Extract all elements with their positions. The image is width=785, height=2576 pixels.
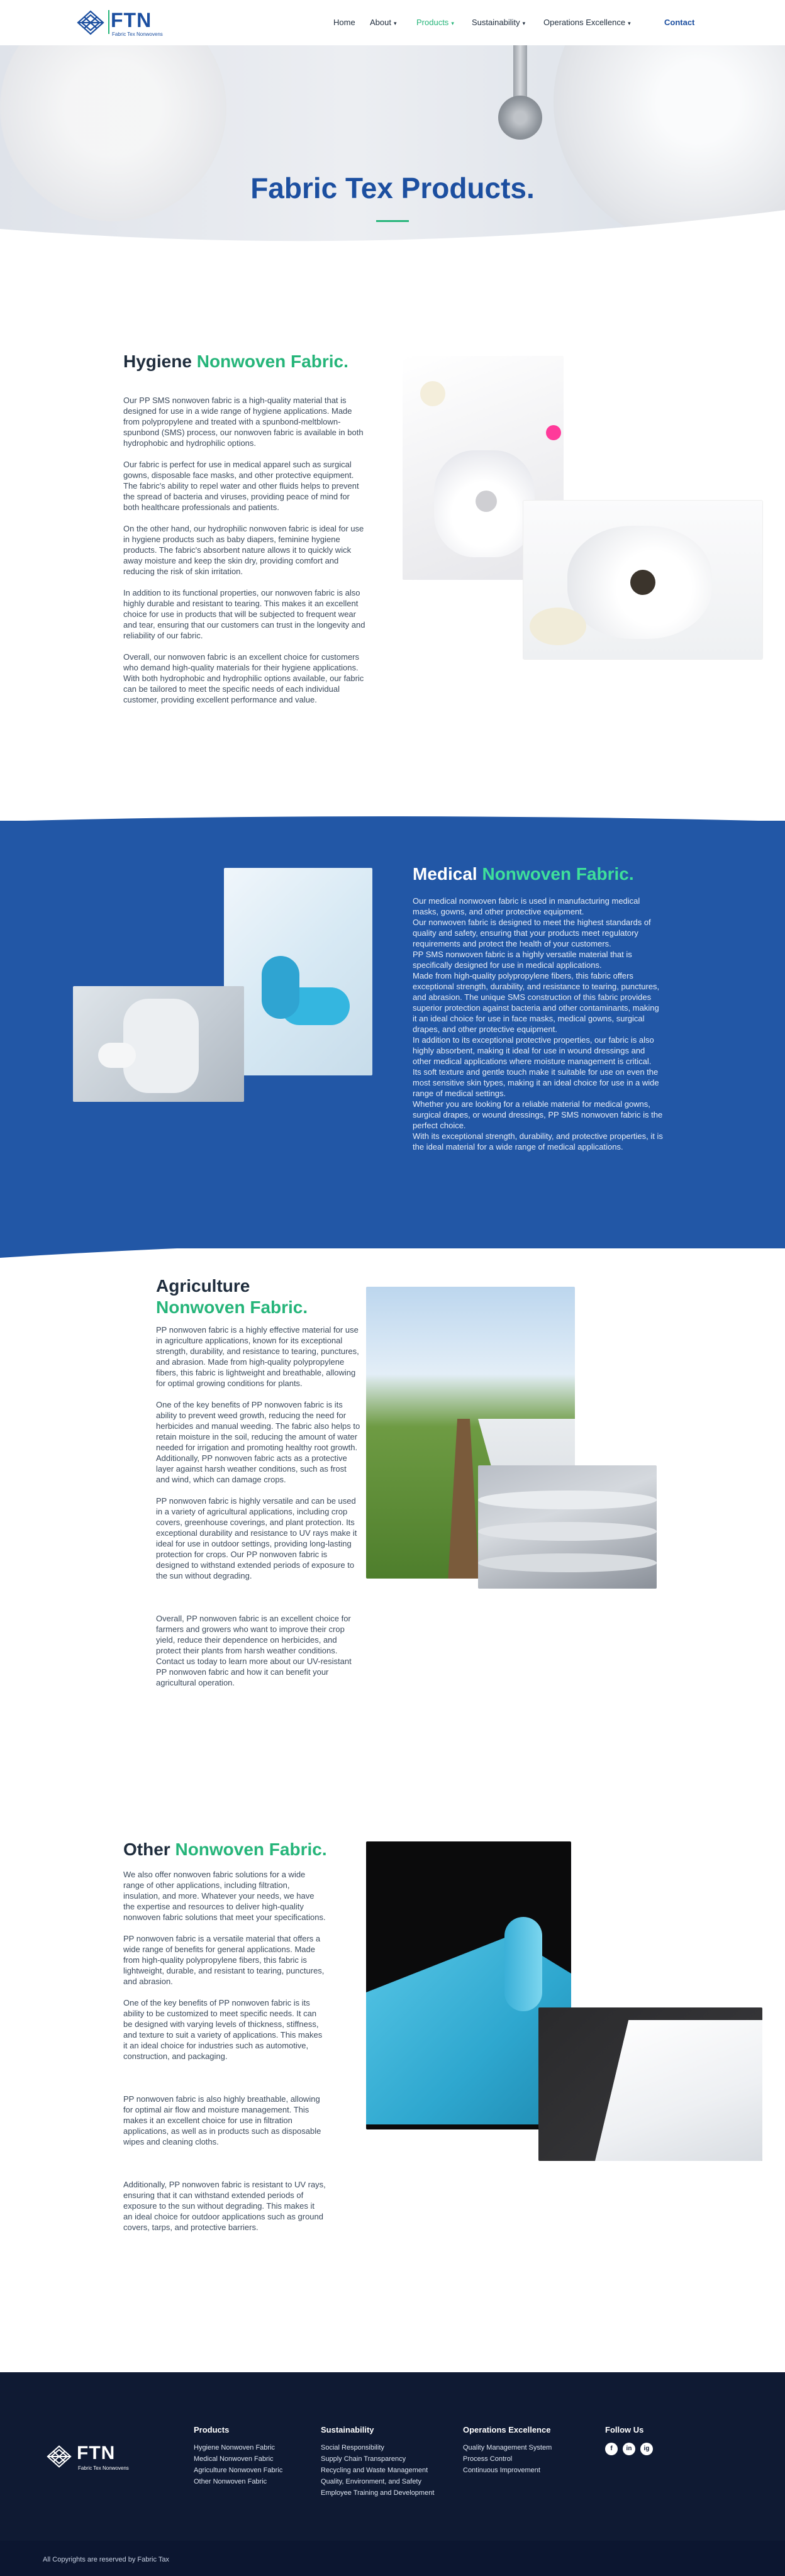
contact-link[interactable]: Contact bbox=[664, 18, 695, 27]
logo-mark-icon bbox=[75, 9, 106, 36]
instagram-icon[interactable]: ig bbox=[640, 2443, 653, 2455]
hygiene-paragraph: In addition to its functional properties, our nonwoven fabric is also highly durable and resistant to tearing. This makes it an excellent choice for use in products that will be subjected to frequent wear and tear, ensuring that our customers can trust in the longevity and reliability of our fabric. bbox=[123, 588, 365, 640]
medical-line: In addition to its exceptional protective properties, our fabric is also highly absorbent, making it ideal for use in wound dressings and other medical applications where moisture management is critical. bbox=[413, 1035, 654, 1066]
footer-link-process-control[interactable]: Process Control bbox=[463, 2455, 513, 2463]
footer-link-continuous-improvement[interactable]: Continuous Improvement bbox=[463, 2467, 540, 2474]
footer-logo-tagline: Fabric Tex Nonwovens bbox=[78, 2465, 129, 2471]
other-text bbox=[123, 1869, 326, 2243]
page-title: Fabric Tex Products. bbox=[250, 172, 535, 204]
hero-machine-spindle bbox=[498, 96, 542, 140]
other-title-a: Other bbox=[123, 1840, 170, 1859]
agriculture-title-b: Nonwoven Fabric. bbox=[156, 1297, 308, 1317]
footer-link-employee-training[interactable]: Employee Training and Development bbox=[321, 2489, 435, 2497]
footer-follow-title: Follow Us bbox=[605, 2425, 644, 2434]
site-header bbox=[0, 0, 785, 45]
chevron-down-icon: ▾ bbox=[628, 20, 631, 26]
hygiene-paragraph: On the other hand, our hydrophilic nonwoven fabric is ideal for use in hygiene products such as baby diapers, feminine hygiene products. The fabric's absorbent nature allows it to quickly wick away moisture and keep the skin dry, providing comfort and reducing the risk of skin irritation. bbox=[123, 524, 364, 576]
other-image-white-fabric bbox=[538, 2007, 762, 2161]
logo-mark-icon bbox=[45, 2444, 73, 2469]
hygiene-image-roll-on-table bbox=[523, 501, 762, 659]
agriculture-paragraph: PP nonwoven fabric is a highly effective material for use in agriculture applications, known for its exceptional strength, durability, and resistance to tearing, punctures, and abrasion. Made from high-quality polypropylene fibers, this fabric is lightweight and breathable, allowing for optimal growing conditions for plants. bbox=[156, 1325, 359, 1388]
footer-products-title: Products bbox=[194, 2425, 230, 2434]
footer-link-other[interactable]: Other Nonwoven Fabric bbox=[194, 2478, 267, 2485]
nav-sustainability[interactable] bbox=[472, 18, 525, 27]
hero-machine-shaft bbox=[513, 45, 527, 102]
medical-line: Whether you are looking for a reliable material for medical gowns, surgical drapes, or wound dressings, PP SMS nonwoven fabric is the perfect choice. bbox=[413, 1099, 663, 1130]
footer-link-quality-environment[interactable]: Quality, Environment, and Safety bbox=[321, 2478, 421, 2485]
other-paragraph: We also offer nonwoven fabric solutions for a wide range of other applications, including filtration, insulation, and more. Whatever your needs, we have the expertise and resources to deliver high-quality nonwoven fabric solutions that meet your specifications. bbox=[123, 1870, 326, 1922]
agriculture-paragraph: One of the key benefits of PP nonwoven fabric is its ability to prevent weed growth, reducing the need for herbicides and manual weeding. The fabric also helps to retain moisture in the soil, reducing the amount of water needed for irrigation and promoting healthy root growth. Additionally, PP nonwoven fabric acts as a protective layer against harsh weather conditions, such as frost and wind, which can damage crops. bbox=[156, 1400, 360, 1484]
nav-operations[interactable] bbox=[543, 18, 631, 27]
other-paragraph: PP nonwoven fabric is a versatile material that offers a wide range of benefits for general applications. Made from high-quality polypropylene fibers, this fabric is lightweight, durable, and resistant to tearing, punctures, and abrasion. bbox=[123, 1934, 325, 1986]
nav-home[interactable]: Home bbox=[333, 18, 355, 27]
linkedin-icon[interactable]: in bbox=[623, 2443, 635, 2455]
chevron-down-icon: ▾ bbox=[522, 20, 526, 26]
copyright-text: All Copyrights are reserved by Fabric Tax bbox=[43, 2556, 169, 2563]
hygiene-title bbox=[123, 351, 348, 372]
nav-products-label: Products bbox=[416, 18, 449, 27]
agriculture-image-crop-covers bbox=[478, 1465, 657, 1589]
footer-link-recycling[interactable]: Recycling and Waste Management bbox=[321, 2467, 428, 2474]
nav-about[interactable] bbox=[370, 18, 397, 27]
hygiene-paragraph: Overall, our nonwoven fabric is an excellent choice for customers who demand high-quality materials for their hygiene applications. With both hydrophobic and hydrophilic options available, our fabric can be tailored to meet the specific needs of each individual customer, providing excellent performance and value. bbox=[123, 652, 364, 704]
other-paragraph: PP nonwoven fabric is also highly breathable, allowing for optimal air flow and moisture management. This makes it an excellent choice for use in filtration applications, as well as in products such as disposable wipes and cleaning cloths. bbox=[123, 2094, 321, 2146]
logo-name: FTN bbox=[111, 9, 152, 31]
medical-line: Made from high-quality polypropylene fibers, this fabric offers exceptional strength, durability, and resistance to tearing, punctures, and abrasion. The unique SMS construction of this fabric provides superior protection against bacteria and other contaminants, making it an ideal choice for use in face masks, medical gowns, surgical drapes, and other protective equipment. bbox=[413, 971, 660, 1034]
medical-image-protective-suit bbox=[73, 986, 244, 1102]
chevron-down-icon: ▾ bbox=[451, 20, 454, 26]
footer-link-medical[interactable]: Medical Nonwoven Fabric bbox=[194, 2455, 274, 2463]
medical-image-gown-gloves bbox=[224, 868, 372, 1075]
facebook-icon[interactable]: f bbox=[605, 2443, 618, 2455]
medical-title-b: Nonwoven Fabric. bbox=[482, 864, 634, 884]
hero-banner bbox=[0, 45, 785, 247]
agriculture-paragraph: PP nonwoven fabric is highly versatile and can be used in a variety of agricultural applications, including crop covers, greenhouse coverings, and plant protection. Its exceptional durability and resistance to UV rays make it ideal for use in outdoor settings, providing long-lasting protection for crops. Our PP nonwoven fabric is designed to withstand extended periods of exposure to the sun without degrading. bbox=[156, 1496, 357, 1580]
footer-operations-title: Operations Excellence bbox=[463, 2425, 551, 2434]
nav-sustainability-label: Sustainability bbox=[472, 18, 520, 27]
agriculture-text bbox=[156, 1324, 362, 1699]
other-paragraph: One of the key benefits of PP nonwoven fabric is its ability to be customized to meet specific needs. It can be designed with varying levels of thickness, stiffness, and texture to suit a variety of applications. This makes it an ideal choice for industries such as automotive, construction, and packaging. bbox=[123, 1998, 323, 2061]
footer-link-quality-management[interactable]: Quality Management System bbox=[463, 2444, 552, 2451]
footer-link-agriculture[interactable]: Agriculture Nonwoven Fabric bbox=[194, 2467, 283, 2474]
agriculture-paragraph: Overall, PP nonwoven fabric is an excellent choice for farmers and growers who want to improve their crop yield, reduce their dependence on herbicides, and protect their plants from harsh weather conditions. Contact us today to learn more about our UV-resistant PP nonwoven fabric and how it can benefit your agricultural operation. bbox=[156, 1614, 352, 1687]
footer-logo-name: FTN bbox=[77, 2443, 116, 2463]
hygiene-paragraph: Our PP SMS nonwoven fabric is a high-quality material that is designed for use in a wide range of hygiene applications. Made from polypropylene and treated with a spunbond-meltblown-spunbond (SMS) process, our nonwoven fabric is available in both hydrophobic and hydrophilic options. bbox=[123, 396, 364, 448]
hero-curve-divider bbox=[0, 210, 785, 247]
hygiene-text bbox=[123, 395, 366, 716]
footer-sustainability-title: Sustainability bbox=[321, 2425, 374, 2434]
nav-operations-label: Operations Excellence bbox=[543, 18, 626, 27]
medical-line: Its soft texture and gentle touch make it suitable for use on even the most sensitive skin types, making it an ideal choice for use in a wide range of medical settings. bbox=[413, 1067, 659, 1098]
hygiene-paragraph: Our fabric is perfect for use in medical apparel such as surgical gowns, disposable face masks, and other protective equipment. The fabric's ability to repel water and other fluids helps to prevent the spread of bacteria and viruses, providing peace of mind for both healthcare professionals and patients. bbox=[123, 460, 359, 512]
footer-link-social-responsibility[interactable]: Social Responsibility bbox=[321, 2444, 384, 2451]
medical-line: Our medical nonwoven fabric is used in manufacturing medical masks, gowns, and other protective equipment. bbox=[413, 896, 640, 916]
medical-title-a: Medical bbox=[413, 864, 477, 884]
medical-text bbox=[413, 896, 664, 1152]
other-title bbox=[123, 1839, 327, 1860]
footer-link-hygiene[interactable]: Hygiene Nonwoven Fabric bbox=[194, 2444, 276, 2451]
hygiene-title-a: Hygiene bbox=[123, 352, 192, 371]
other-paragraph: Additionally, PP nonwoven fabric is resistant to UV rays, ensuring that it can withstand extended periods of exposure to the sun without degrading. This makes it an ideal choice for outdoor applications such as ground covers, tarps, and protective barriers. bbox=[123, 2180, 326, 2232]
logo-divider bbox=[108, 10, 109, 34]
agriculture-title-a: Agriculture bbox=[156, 1276, 250, 1296]
footer-link-supply-chain[interactable]: Supply Chain Transparency bbox=[321, 2455, 406, 2463]
other-title-b: Nonwoven Fabric. bbox=[175, 1840, 327, 1859]
site-logo[interactable] bbox=[75, 6, 201, 39]
medical-bottom-curve bbox=[0, 1233, 785, 1258]
medical-line: PP SMS nonwoven fabric is a highly versatile material that is specifically designed for use in medical applications. bbox=[413, 950, 632, 970]
medical-line: Our nonwoven fabric is designed to meet the highest standards of quality and safety, ensuring that your products meet regulatory requirements and protect the health of your customers. bbox=[413, 918, 651, 948]
chevron-down-icon: ▾ bbox=[393, 20, 397, 26]
agriculture-title bbox=[156, 1275, 308, 1318]
hygiene-title-b: Nonwoven Fabric. bbox=[196, 352, 348, 371]
logo-tagline: Fabric Tex Nonwovens bbox=[112, 31, 163, 37]
footer-logo[interactable] bbox=[45, 2441, 146, 2473]
nav-products[interactable] bbox=[416, 18, 454, 27]
nav-about-label: About bbox=[370, 18, 391, 27]
medical-title bbox=[413, 864, 634, 884]
site-footer bbox=[0, 2372, 785, 2576]
medical-line: With its exceptional strength, durability, and protective properties, it is the ideal material for a wide range of medical applications. bbox=[413, 1131, 663, 1152]
